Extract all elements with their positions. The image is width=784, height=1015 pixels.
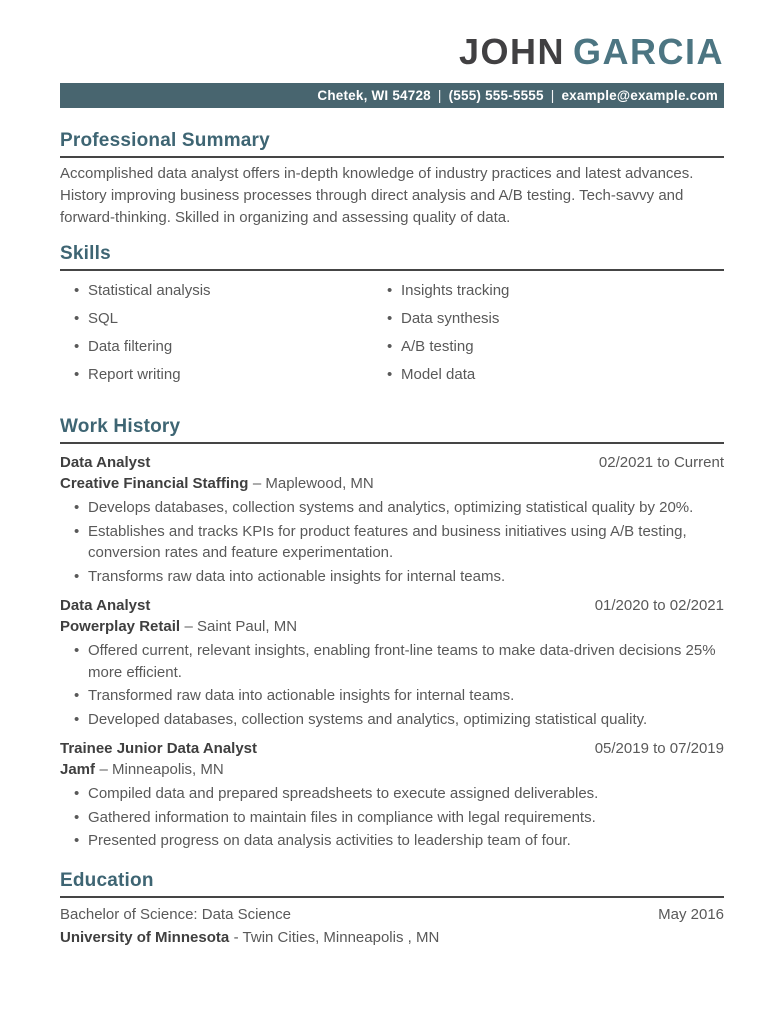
education-heading: Education [60, 870, 724, 898]
job-bullets [60, 640, 724, 730]
job-company: Jamf [60, 761, 96, 778]
degree-row [60, 904, 724, 925]
job-bullets [60, 783, 724, 852]
bullet-item: • Compiled data and prepared spreadsheets to execute assigned deliverables. [60, 783, 724, 805]
job-dates: 05/2019 to 07/2019 [594, 740, 724, 757]
bullet-item: • Presented progress on data analysis activities to leadership team of four. [60, 830, 724, 852]
contact-email: example@example.com [561, 88, 718, 103]
contact-location: Chetek, WI 54728 [317, 88, 431, 103]
job-location: – Minneapolis, MN [99, 761, 224, 778]
section-skills [60, 243, 724, 392]
summary-heading: Professional Summary [60, 130, 724, 158]
skills-column-left [60, 280, 373, 392]
work-history-heading: Work History [60, 416, 724, 444]
school-row [60, 927, 724, 948]
first-name: JOHN [458, 31, 565, 72]
job-location: – Maplewood, MN [252, 475, 374, 492]
school-name: University of Minnesota [60, 928, 230, 946]
education-entry [60, 904, 724, 948]
bullet-item: • Develops databases, collection systems and analytics, optimizing statistical quality by 20%. [60, 497, 724, 519]
job-entry [60, 595, 724, 730]
bullet-item: • Developed databases, collection systems and analytics, optimizing statistical quality. [60, 709, 724, 731]
degree: Bachelor of Science: Data Science [60, 905, 291, 923]
skill-item: • A/B testing [373, 336, 724, 357]
last-name: GARCIA [573, 31, 724, 72]
candidate-name [60, 30, 724, 74]
skills-heading: Skills [60, 243, 724, 271]
bullet-item: • Establishes and tracks KPIs for product features and business initiatives using A/B testing, conversion rates and feature experimentation. [60, 521, 724, 564]
job-company: Creative Financial Staffing [60, 475, 249, 492]
bullet-item: • Transforms raw data into actionable insights for internal teams. [60, 566, 724, 588]
job-dates: 02/2021 to Current [598, 454, 724, 471]
skill-item: • SQL [60, 308, 373, 329]
job-title: Data Analyst [60, 454, 151, 471]
summary-text: Accomplished data analyst offers in-depth knowledge of industry practices and latest advances. History improving business processes through direct analysis and A/B testing. Tech-savvy and forward-thinking. Skilled in organizing and assessing quality of data. [60, 165, 694, 226]
job-location: – Saint Paul, MN [184, 618, 298, 635]
skill-item: • Statistical analysis [60, 280, 373, 301]
job-entry [60, 452, 724, 587]
job-header-row [60, 452, 724, 473]
skill-item: • Report writing [60, 364, 373, 385]
job-title: Trainee Junior Data Analyst [60, 740, 258, 757]
skill-item: • Insights tracking [373, 280, 724, 301]
job-header-row [60, 595, 724, 616]
bullet-item: • Offered current, relevant insights, enabling front-line teams to make data-driven decisions 25% more efficient. [60, 640, 724, 683]
bullet-item: • Gathered information to maintain files in compliance with legal requirements. [60, 807, 724, 829]
section-work-history [60, 416, 724, 852]
job-company-row [60, 616, 724, 637]
contact-divider: | [437, 88, 442, 103]
job-company: Powerplay Retail [60, 618, 181, 635]
graduation-date: May 2016 [658, 905, 724, 923]
bullet-item: • Transformed raw data into actionable insights for internal teams. [60, 685, 724, 707]
skills-column-right [373, 280, 724, 392]
job-header-row [60, 738, 724, 759]
job-bullets [60, 497, 724, 587]
job-dates: 01/2020 to 02/2021 [594, 597, 724, 614]
contact-bar [60, 83, 724, 108]
skill-item: • Data filtering [60, 336, 373, 357]
skill-item: • Data synthesis [373, 308, 724, 329]
section-education [60, 870, 724, 948]
skills-list [60, 280, 724, 392]
school-location: - Twin Cities, Minneapolis , MN [233, 928, 440, 946]
contact-phone: (555) 555-5555 [448, 88, 544, 103]
job-title: Data Analyst [60, 597, 151, 614]
job-entry [60, 738, 724, 852]
job-company-row [60, 473, 724, 494]
job-company-row [60, 759, 724, 780]
contact-divider: | [550, 88, 555, 103]
skill-item: • Model data [373, 364, 724, 385]
section-summary [60, 130, 724, 229]
